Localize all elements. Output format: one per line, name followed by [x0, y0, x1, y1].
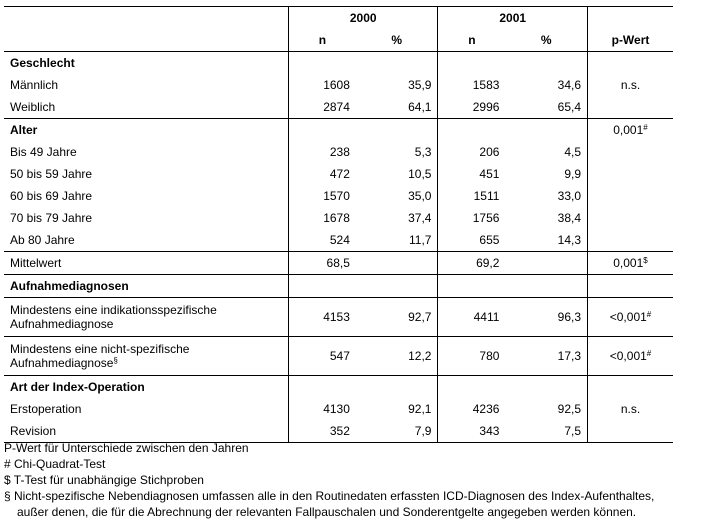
year-2000-header: 2000 [288, 7, 438, 30]
n-header: n [468, 33, 476, 47]
mean-2000-cell: 68,5 [288, 252, 355, 275]
n-2001-cell: 4411 [438, 298, 505, 337]
pct-2001-cell: 4,5 [505, 141, 587, 163]
pct-2000-cell: 37,4 [356, 207, 438, 229]
p-value-cell: <0,001# [588, 298, 674, 337]
footnote-marker: § [113, 356, 118, 365]
pct-2001-cell: 33,0 [505, 185, 587, 207]
table-row [4, 207, 673, 229]
section-title: Alter [4, 119, 288, 142]
p-value-cell: 0,001$ [588, 252, 674, 275]
pct-2000-cell: 12,2 [356, 337, 438, 376]
row-label: Erstoperation [4, 398, 288, 420]
pct-2000-cell: 64,1 [356, 96, 438, 119]
table-row [4, 398, 673, 420]
table-row [4, 185, 673, 207]
footnote-marker: # [646, 349, 652, 358]
n-2000-cell: 547 [288, 337, 355, 376]
pct-2001-cell: 7,5 [505, 420, 587, 443]
row-label: Ab 80 Jahre [4, 229, 288, 252]
n-2001-cell: 206 [479, 145, 500, 159]
pct-2000-cell: 35,9 [356, 74, 438, 96]
year-2001-header: 2001 [438, 7, 588, 30]
section-title: Geschlecht [4, 52, 288, 75]
table-row-mittelwert [4, 252, 673, 275]
pct-2000-cell: 10,5 [356, 163, 438, 185]
n-2000-cell: 1678 [323, 211, 350, 225]
header-row-columns [4, 29, 673, 52]
section-row-geschlecht [4, 52, 673, 75]
p-value-cell: n.s. [620, 402, 641, 416]
section-row-aufnahme [4, 275, 673, 298]
section-title: Aufnahmediagnosen [4, 275, 288, 298]
pct-2001-cell: 17,3 [505, 337, 587, 376]
footnote: § Nicht-spezifische Nebendiagnosen umfassen alle in den Routinedaten erfassten ICD-Diagnosen des Index-Aufenthaltes, [4, 489, 655, 503]
n-2000-cell: 524 [329, 233, 350, 247]
p-value-cell: <0,001# [588, 337, 674, 376]
pct-header: % [356, 29, 438, 52]
row-label: 70 bis 79 Jahre [4, 207, 288, 229]
table-row [4, 229, 673, 252]
row-label: Mindestens eine indikationsspezifische Aufnahmediagnose [4, 298, 288, 337]
statistics-table [4, 6, 673, 443]
n-2001-cell: 2996 [472, 100, 500, 114]
mean-2001-cell: 69,2 [438, 252, 505, 275]
pct-2000-cell: 7,9 [356, 420, 438, 443]
pct-2000-cell: 11,7 [356, 229, 438, 252]
footnote: # Chi-Quadrat-Test [4, 457, 106, 471]
p-value-cell: 0,001# [588, 119, 674, 142]
n-2000-cell: 238 [329, 145, 350, 159]
n-2000-cell: 1608 [323, 78, 350, 92]
pct-2001-cell: 38,4 [505, 207, 587, 229]
row-label: Weiblich [4, 96, 288, 119]
footnote: außer denen, die für die Abrechnung der relevanten Fallpauschalen und Sonderentgelte angegeben werden können. [17, 505, 637, 519]
row-label: Revision [4, 420, 288, 443]
n-header: n [318, 33, 327, 47]
n-2001-cell: 451 [479, 167, 500, 181]
n-2000-cell: 2874 [323, 100, 350, 114]
pct-2000-cell: 92,1 [356, 398, 438, 420]
n-2001-cell: 343 [438, 420, 505, 443]
n-2000-cell: 352 [288, 420, 355, 443]
n-2000-cell: 472 [329, 167, 350, 181]
table-row [4, 141, 673, 163]
pct-2000-cell: 92,7 [356, 298, 438, 337]
n-2001-cell: 780 [438, 337, 505, 376]
pct-2001-cell: 14,3 [505, 229, 587, 252]
pct-2001-cell: 96,3 [505, 298, 587, 337]
n-2000-cell: 4153 [288, 298, 355, 337]
pct-2001-cell: 92,5 [505, 398, 587, 420]
section-row-index-op [4, 376, 673, 399]
table-row [4, 96, 673, 119]
footnotes [4, 440, 704, 520]
row-label: Mittelwert [4, 252, 288, 275]
pct-2000-cell: 5,3 [356, 141, 438, 163]
section-title: Art der Index-Operation [4, 376, 288, 399]
n-2001-cell: 655 [479, 233, 500, 247]
header-row-years [4, 7, 673, 30]
table-row [4, 74, 673, 96]
n-2000-cell: 4130 [323, 402, 350, 416]
n-2001-cell: 1756 [472, 211, 500, 225]
p-value-cell: n.s. [620, 78, 641, 92]
pct-header: % [505, 29, 587, 52]
footnote-marker: # [646, 310, 652, 319]
table-row [4, 298, 673, 337]
footnote: $ T-Test für unabhängige Stichproben [4, 473, 204, 487]
pct-2001-cell: 34,6 [505, 74, 587, 96]
pct-2001-cell: 65,4 [505, 96, 587, 119]
footnote: P-Wert für Unterschiede zwischen den Jahren [4, 441, 249, 455]
n-2001-cell: 1511 [473, 189, 500, 203]
row-label: Mindestens eine nicht-spezifische Aufnahmediagnose§ [4, 337, 288, 376]
p-wert-header: p-Wert [611, 33, 650, 47]
row-label: 60 bis 69 Jahre [4, 185, 288, 207]
row-label: Männlich [4, 74, 288, 96]
table-row [4, 163, 673, 185]
pct-2001-cell: 9,9 [505, 163, 587, 185]
row-label: 50 bis 59 Jahre [4, 163, 288, 185]
section-row-alter [4, 119, 673, 142]
table-row [4, 337, 673, 376]
n-2000-cell: 1570 [323, 189, 350, 203]
footnote-marker: # [643, 123, 648, 132]
pct-2000-cell: 35,0 [356, 185, 438, 207]
row-label: Bis 49 Jahre [4, 141, 288, 163]
n-2001-cell: 4236 [472, 402, 500, 416]
n-2001-cell: 1583 [472, 78, 500, 92]
footnote-marker: $ [643, 256, 648, 265]
